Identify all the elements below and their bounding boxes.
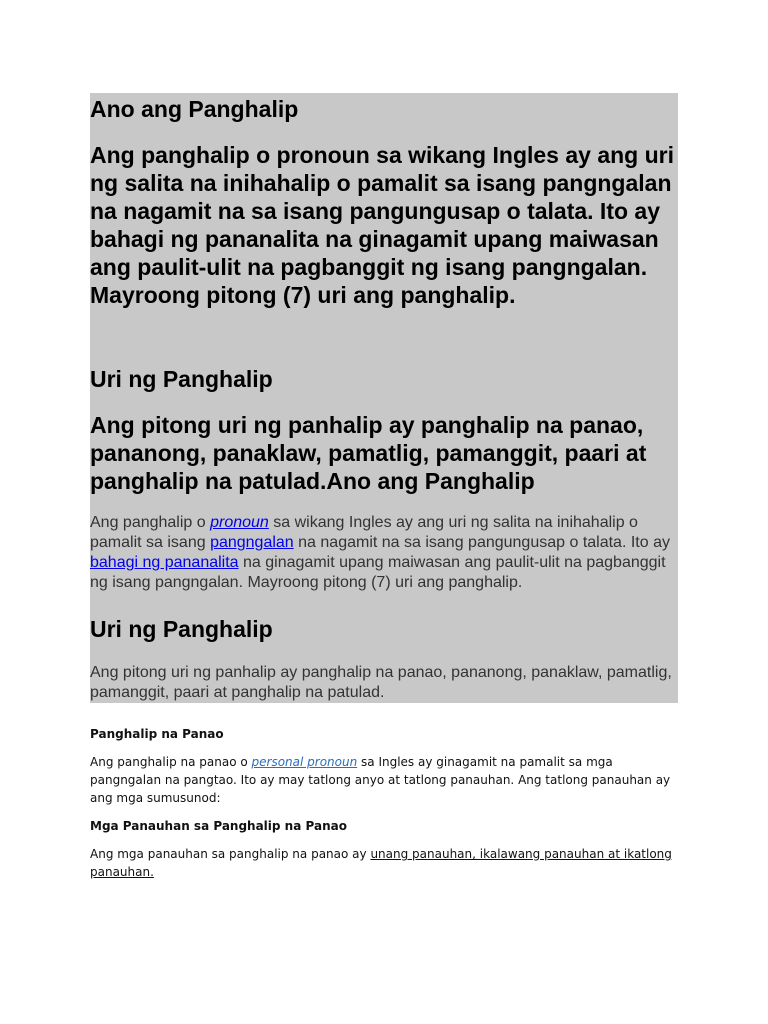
text-run: Ang panghalip o xyxy=(90,514,211,531)
text-run: sa Ingles ay ginagamit na pamalit sa mga pangngalan na pangtao. Ito ay may tatlong anyo at tatlong panauhan. Ang tatlong panauhan ay ang mga sumusunod: xyxy=(90,755,671,805)
section-title: Uri ng Panghalip xyxy=(90,366,273,392)
personal-pronoun-link[interactable]: personal pronoun xyxy=(251,755,358,769)
spacer xyxy=(90,309,678,365)
pronoun-link[interactable]: pronoun xyxy=(210,514,269,531)
bahagi-ng-pananalita-link[interactable]: bahagi ng pananalita xyxy=(90,554,239,571)
body-paragraph: Ang pitong uri ng panhalip ay panghalip na panao, pananong, panaklaw, pamatlig, pamanggit, paari at panghalip na patulad. xyxy=(90,664,672,701)
body-paragraph xyxy=(90,753,678,807)
text-run: na ginagamit upang maiwasan ang paulit-ulit na pagbanggit ng isang pangngalan. Mayroong pitong (7) uri ang panghalip. xyxy=(90,554,666,591)
section-paragraph: Ang pitong uri ng panhalip ay panghalip na panao, pananong, panaklaw, pamatlig, pamanggit, paari at panghalip na patulad.Ano ang Panghalip xyxy=(90,412,647,494)
subheading: Mga Panauhan sa Panghalip na Panao xyxy=(90,819,347,833)
section-paragraph: Ang panghalip o pronoun sa wikang Ingles ay ang uri ng salita na inihahalip o pamalit sa isang pangngalan na nagamit na sa isang pangungusap o talata. Ito ay bahagi ng pananalita na ginagamit upang maiwasan ang paulit-ulit na pagbanggit ng isang pangngalan. Mayroong pitong (7) uri ang panghalip. xyxy=(90,142,674,308)
text-run: sa wikang Ingles ay ang uri ng salita na inihahalip o pamalit sa isang xyxy=(90,514,638,551)
section-title: Uri ng Panghalip xyxy=(90,616,273,642)
text-run: na nagamit na sa isang pangungusap o talata. Ito ay xyxy=(293,534,670,551)
lower-section xyxy=(90,725,678,881)
body-paragraph xyxy=(90,845,678,881)
body-paragraph xyxy=(90,513,678,593)
pangngalan-link[interactable]: pangngalan xyxy=(210,534,294,551)
text-run: Ang mga panauhan sa panghalip na panao ay xyxy=(90,847,371,861)
text-run: Ang panghalip na panao o xyxy=(90,755,252,769)
section-title: Ano ang Panghalip xyxy=(90,96,299,122)
underlined-text: unang panauhan, ikalawang panauhan at ikatlong panauhan. xyxy=(90,847,672,879)
highlighted-block xyxy=(90,93,678,703)
subheading: Panghalip na Panao xyxy=(90,727,224,741)
document-page xyxy=(90,93,678,881)
